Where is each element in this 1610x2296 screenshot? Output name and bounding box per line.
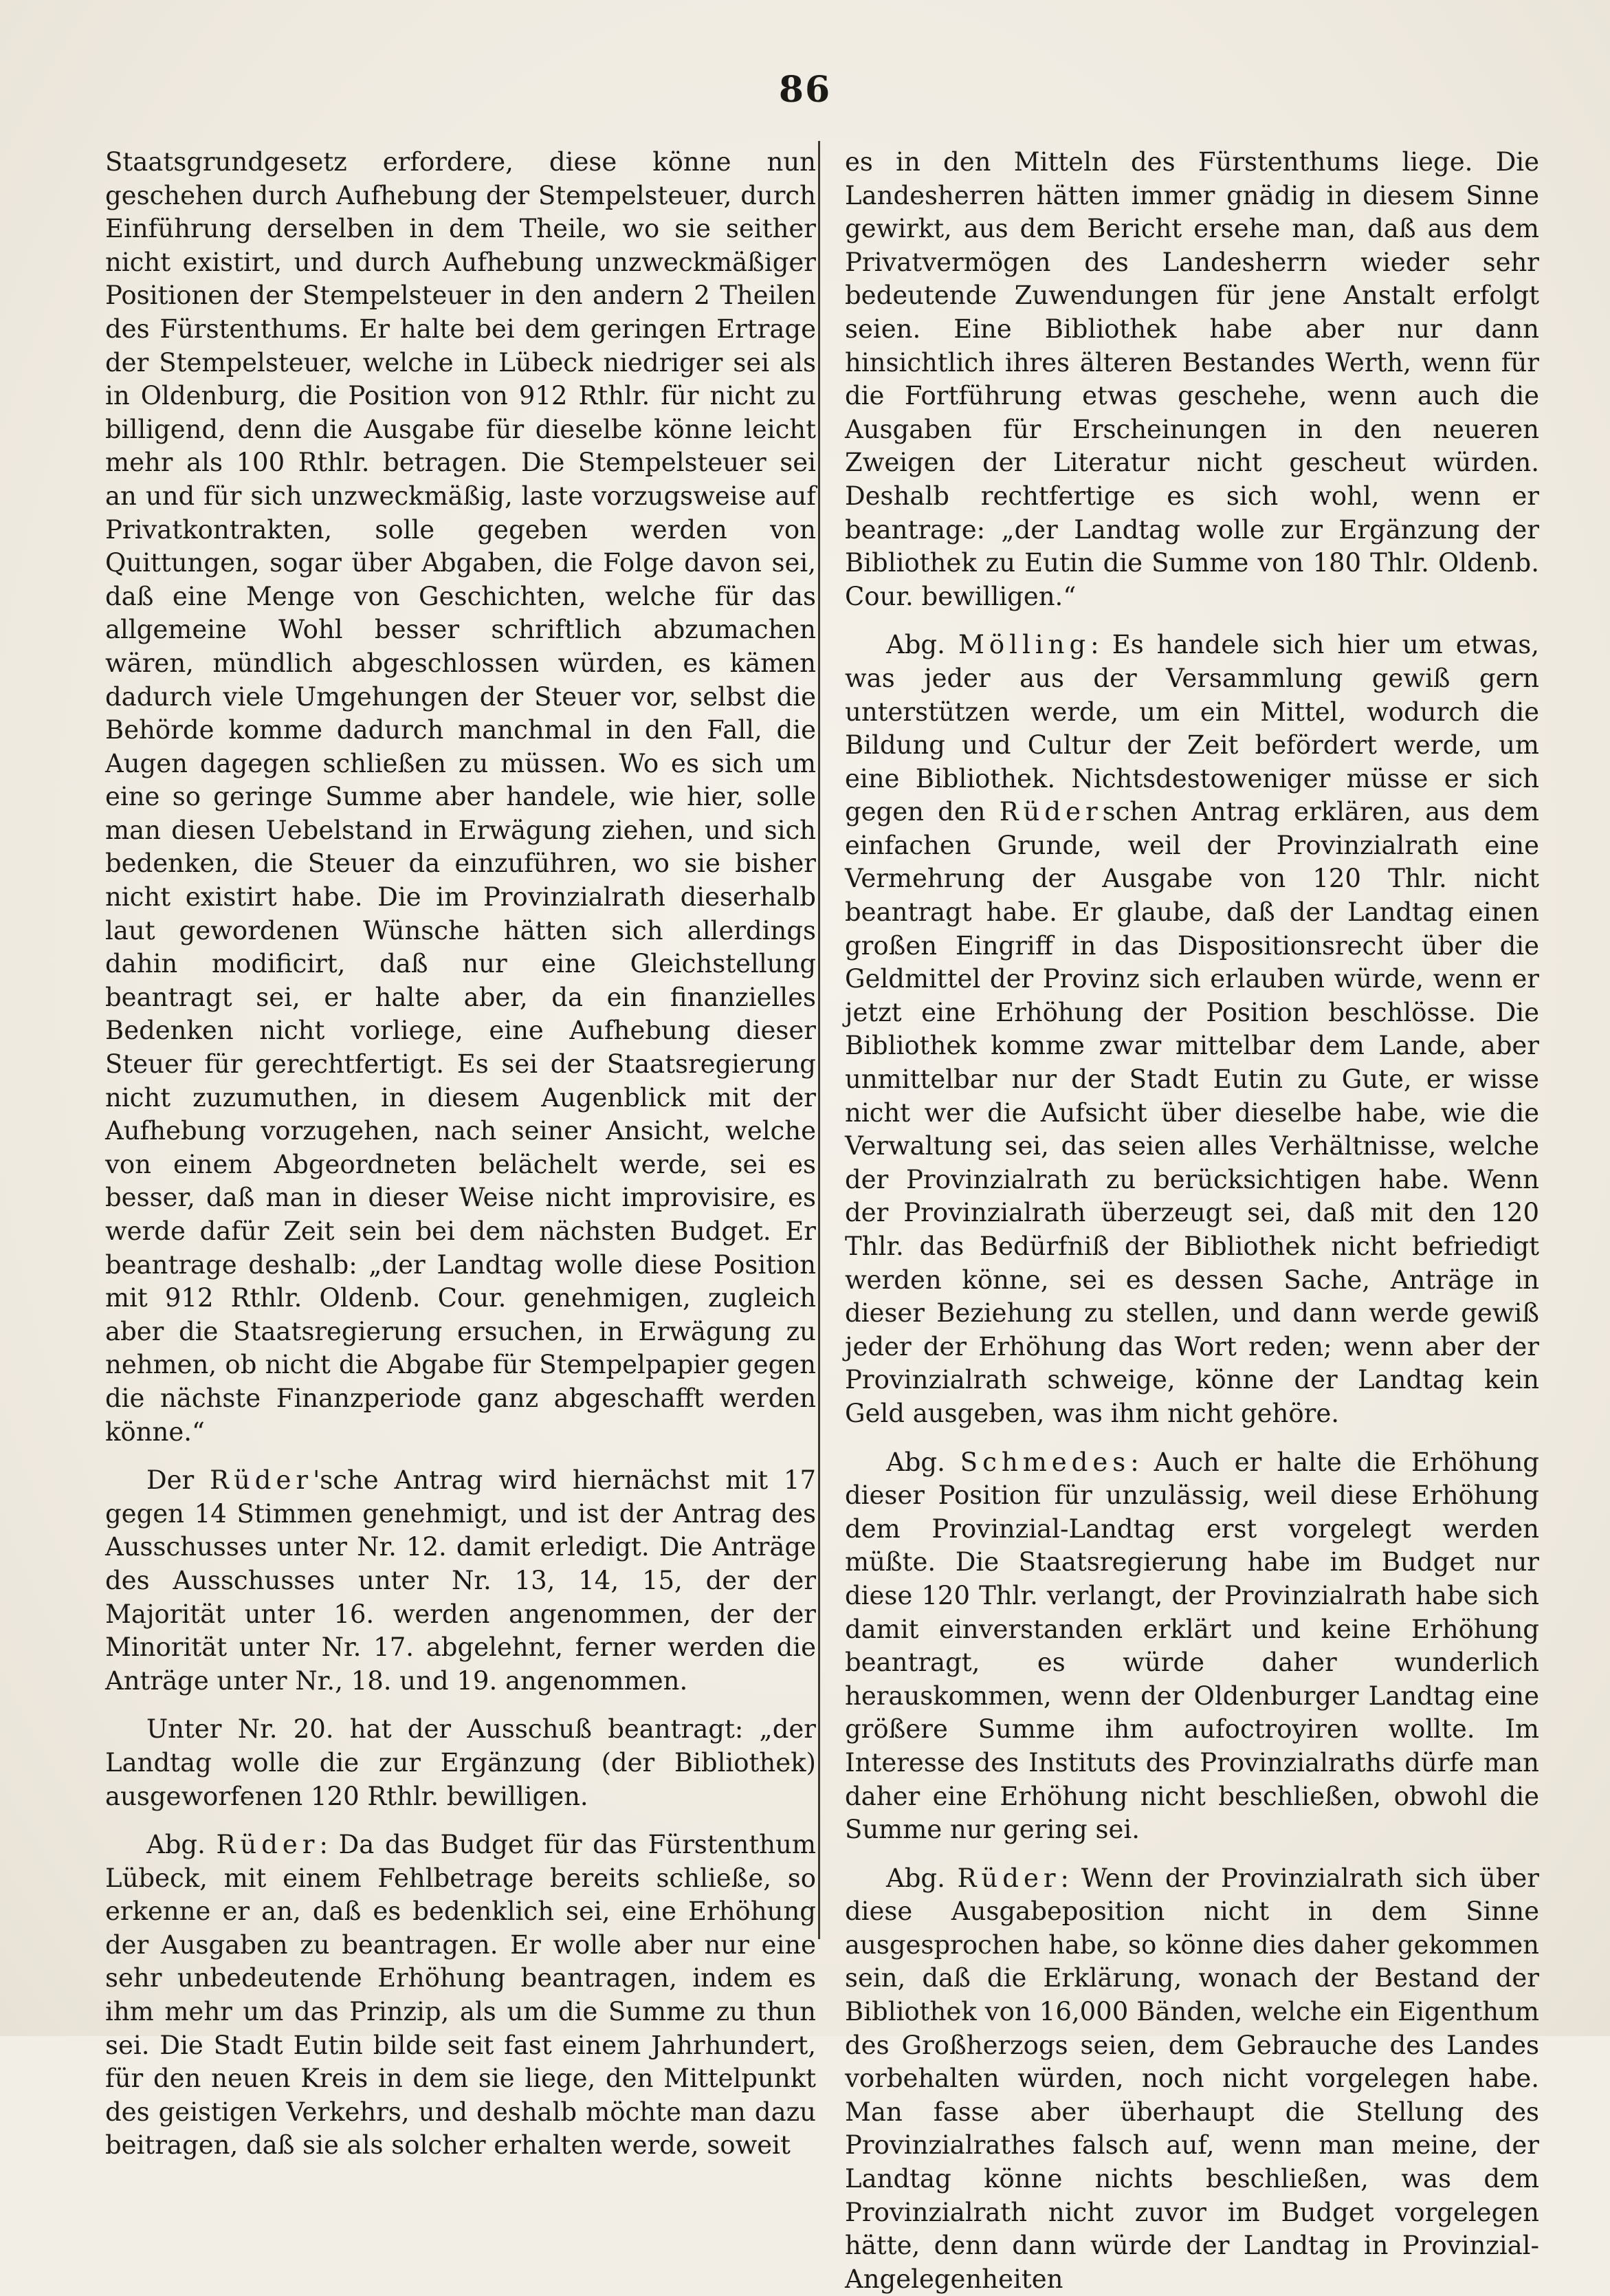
text-run: Der (146, 1465, 210, 1496)
page-number: 86 (778, 69, 832, 111)
text-run: : Es handele sich hier um etwas, was jeder aus der Versammlung gewiß gern unterstützen werde, um ein Mittel, wodurch die Bildung und Cultur der Zeit befördert werde, um eine Bibliothek. Nichtsdestoweniger müsse er sich gegen den (845, 630, 1539, 827)
text-run: : Da das Budget für das Fürstenthum Lübeck, mit einem Fehlbetrage bereits schließe, so erkenne er an, daß es bedenklich sei, eine Erhöhung der Ausgaben zu beantragen. Er wolle aber nur eine sehr unbedeutende Erhöhung beantragen, indem es ihm mehr um das Prinzip, als um die Summe zu thun sei. Die Stadt Eutin bilde seit fast einem Jahrhundert, für den neuen Kreis in dem sie liege, den Mittelpunkt des geistigen Verkehrs, und deshalb möchte man dazu beitragen, daß sie als solcher erhalten werde, soweit (105, 1830, 816, 2161)
paragraph (845, 628, 1539, 1430)
speaker-name: Rüder (210, 1465, 313, 1496)
paragraph-text: Unter Nr. 20. hat der Ausschuß beantragt: „der Landtag wolle die zur Ergänzung (der Bibliothek) ausgeworfenen 120 Rthlr. bewilligen. (105, 1714, 816, 1811)
text-run: Abg. (886, 630, 958, 660)
paragraph-text: es in den Mitteln des Fürstenthums liege. Die Landesherren hätten immer gnädig in diesem Sinne gewirkt, aus dem Bericht ersehe man, daß aus dem Privatvermögen des Landesherrn wieder sehr bedeutende Zuwendungen für jene Anstalt erfolgt seien. Eine Bibliothek habe aber nur dann hinsichtlich ihres älteren Bestandes Werth, wenn für die Fortführung etwas geschehe, wenn auch die Ausgaben für Erscheinungen in den neueren Zweigen der Literatur nicht gescheut würden. Deshalb rechtfertige es sich wohl, wenn er beantrage: „der Landtag wolle zur Ergänzung der Bibliothek zu Eutin die Summe von 180 Thlr. Oldenb. Cour. bewilligen.“ (845, 147, 1539, 611)
column-divider (818, 141, 820, 1939)
speaker-name: Rüder (999, 797, 1103, 827)
text-run: Abg. (886, 1447, 960, 1477)
paragraph-text: Staatsgrundgesetz erfordere, diese könne nun geschehen durch Aufhebung der Stempelsteuer, durch Einführung derselben in dem Theile, wo sie seither nicht existirt, und durch Aufhebung unzweckmäßiger Positionen der Stempelsteuer in den andern 2 Theilen des Fürstenthums. Er halte bei dem geringen Ertrage der Stempelsteuer, welche in Lübeck niedriger sei als in Oldenburg, die Position von 912 Rthlr. für nicht zu billigend, denn die Ausgabe für dieselbe könne leicht mehr als 100 Rthlr. betragen. Die Stempelsteuer sei an und für sich unzweckmäßig, laste vorzugsweise auf Privatkontrakten, solle gegeben werden von Quittungen, sogar über Abgaben, die Folge davon sei, daß eine Menge von Geschichten, welche für das allgemeine Wohl besser schriftlich abzumachen wären, mündlich abgeschlossen würden, es kämen dadurch viele Umgehungen der Steuer vor, selbst die Behörde komme dadurch manchmal in den Fall, die Augen dagegen schließen zu müssen. Wo es sich um eine so geringe Summe aber handele, wie hier, solle man diesen Uebelstand in Erwägung ziehen, und sich bedenken, die Steuer da einzuführen, wo sie bisher nicht existirt habe. Die im Provinzialrath dieserhalb laut gewordenen Wünsche hätten sich allerdings dahin modificirt, daß nur eine Gleichstellung beantragt sei, er halte aber, da ein finanzielles Bedenken nicht vorliege, eine Aufhebung dieser Steuer für gerechtfertigt. Es sei der Staatsregierung nicht zuzumuthen, in diesem Augenblick mit der Aufhebung vorzugehen, nach seiner Ansicht, welche von einem Abgeordneten belächelt werde, sei es besser, daß man in dieser Weise nicht improvisire, es werde dafür Zeit sein bei dem nächsten Budget. Er beantrage deshalb: „der Landtag wolle diese Position mit 912 Rthlr. Oldenb. Cour. genehmigen, zugleich aber die Staatsregierung ersuchen, in Erwägung zu nehmen, ob nicht die Abgabe für Stempelpapier gegen die nächste Finanzperiode ganz abgeschafft werden könne.“ (105, 147, 816, 1447)
speaker-name: Schmedes (960, 1447, 1131, 1477)
text-run: 'sche Antrag wird hiernächst mit 17 gegen 14 Stimmen genehmigt, und ist der Antrag des Ausschusses unter Nr. 12. damit erledigt. Die Anträge des Ausschusses unter Nr. 13, 14, 15, der der Majorität unter 16. werden angenommen, der der Minorität unter Nr. 17. abgelehnt, ferner werden die Anträge unter Nr., 18. und 19. angenommen. (105, 1465, 816, 1696)
paragraph (105, 1713, 816, 1813)
paragraph (105, 146, 816, 1449)
left-column (105, 146, 816, 2163)
speaker-name: Mölling (958, 630, 1091, 660)
right-column (845, 146, 1539, 2296)
text-run: : Auch er halte die Erhöhung dieser Position für unzulässig, weil diese Erhöhung dem Provinzial-Landtag erst vorgelegt werden müßte. Die Staatsregierung habe im Budget nur diese 120 Thlr. verlangt, der Provinzialrath habe sich damit einverstanden erklärt und keine Erhöhung beantragt, es würde daher wunderlich herauskommen, wenn der Oldenburger Landtag eine größere Summe ihm aufoctroyiren wollte. Im Interesse des Instituts des Provinzialraths dürfe man daher eine Erhöhung nicht beschließen, obwohl die Summe nur gering sei. (845, 1447, 1539, 1845)
text-run: Abg. (886, 1863, 958, 1893)
paragraph (845, 146, 1539, 613)
speaker-name: Rüder (216, 1830, 320, 1860)
text-run: : Wenn der Provinzialrath sich über diese Ausgabeposition nicht in dem Sinne ausgesprochen habe, so könne dies daher gekommen sein, daß die Erklärung, wonach der Bestand der Bibliothek von 16,000 Bänden, welche ein Eigenthum des Großherzogs seien, dem Gebrauche des Landes vorbehalten würden, noch nicht vorgelegen habe. Man fasse aber überhaupt die Stellung des Provinzialrathes falsch auf, wenn man meine, der Landtag könne nichts beschließen, was dem Provinzialrath nicht zuvor im Budget vorgelegen hätte, denn dann würde der Landtag in Provinzial-Angelegenheiten (845, 1863, 1539, 2294)
text-run: schen Antrag erklären, aus dem einfachen Grunde, weil der Provinzialrath eine Vermehrung der Ausgabe von 120 Thlr. nicht beantragt habe. Er glaube, daß der Landtag einen großen Eingriff in das Dispositionsrecht über die Geldmittel der Provinz sich erlauben würde, wenn er jetzt eine Erhöhung der Position beschlösse. Die Bibliothek komme zwar mittelbar dem Lande, aber unmittelbar nur der Stadt Eutin zu Gute, er wisse nicht wer die Aufsicht über dieselbe habe, wie die Verwaltung sei, das seien alles Verhältnisse, welche der Provinzialrath zu berücksichtigen habe. Wenn der Provinzialrath überzeugt sei, daß mit den 120 Thlr. das Bedürfniß der Bibliothek nicht befriedigt werden könne, sei es dessen Sache, Anträge in dieser Beziehung zu stellen, und dann werde gewiß jeder der Erhöhung das Wort reden; wenn aber der Provinzialrath schweige, könne der Landtag kein Geld ausgeben, was ihm nicht gehöre. (845, 797, 1539, 1428)
paragraph (845, 1862, 1539, 2296)
paragraph (105, 1828, 816, 2163)
paragraph (105, 1464, 816, 1698)
paragraph (845, 1446, 1539, 1847)
speaker-name: Rüder (957, 1863, 1061, 1893)
text-run: Abg. (146, 1830, 217, 1860)
